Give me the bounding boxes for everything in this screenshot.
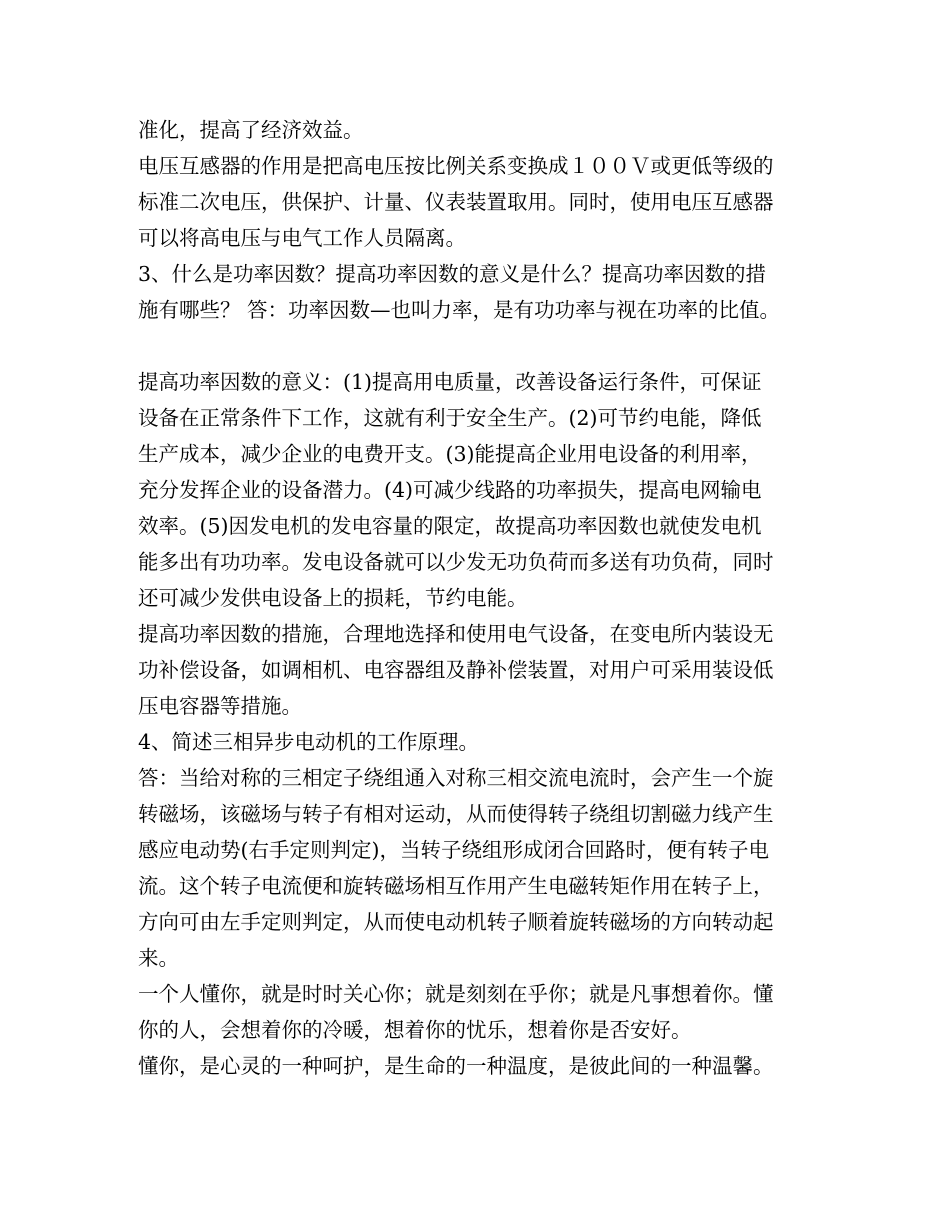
text-line: 充分发挥企业的设备潜力。(4)可减少线路的功率损失，提高电网输电 xyxy=(138,478,762,502)
text-line: 流。这个转子电流便和旋转磁场相互作用产生电磁转矩作用在转子上， xyxy=(138,874,774,898)
text-line: 提高功率因数的措施，合理地选择和使用电气设备，在变电所内装设无 xyxy=(138,622,774,646)
text-line: 提高功率因数的意义：(1)提高用电质量，改善设备运行条件，可保证 xyxy=(138,370,762,394)
text-line: 转磁场，该磁场与转子有相对运动，从而使得转子绕组切割磁力线产生 xyxy=(138,802,774,826)
text-line: 来。 xyxy=(138,946,179,970)
text-line: 4、简述三相异步电动机的工作原理。 xyxy=(138,730,480,754)
text-line: 你的人，会想着你的冷暖，想着你的忧乐，想着你是否安好。 xyxy=(138,1018,692,1042)
text-line: 3、什么是功率因数？提高功率因数的意义是什么？提高功率因数的措 xyxy=(138,262,767,286)
text-line: 功补偿设备，如调相机、电容器组及静补偿装置，对用户可采用装设低 xyxy=(138,658,774,682)
text-line: 效率。(5)因发电机的发电容量的限定，故提高功率因数也就使发电机 xyxy=(138,514,762,538)
text-line: 能多出有功功率。发电设备就可以少发无功负荷而多送有功负荷，同时 xyxy=(138,550,774,574)
text-line: 准化，提高了经济效益。 xyxy=(138,118,364,142)
text-line: 还可减少发供电设备上的损耗，节约电能。 xyxy=(138,586,528,610)
text-line: 感应电动势(右手定则判定)，当转子绕组形成闭合回路时，便有转子电 xyxy=(138,838,769,862)
text-line: 施有哪些？ 答：功率因数—也叫力率，是有功功率与视在功率的比值。 xyxy=(138,298,781,322)
text-line: 电压互感器的作用是把高电压按比例关系变换成１００Ｖ或更低等级的 xyxy=(138,154,774,178)
text-line: 答：当给对称的三相定子绕组通入对称三相交流电流时，会产生一个旋 xyxy=(138,766,774,790)
text-line: 一个人懂你，就是时时关心你；就是刻刻在乎你；就是凡事想着你。懂 xyxy=(138,982,774,1006)
text-line: 设备在正常条件下工作，这就有利于安全生产。(2)可节约电能，降低 xyxy=(138,406,762,430)
text-line: 懂你，是心灵的一种呵护，是生命的一种温度，是彼此间的一种温馨。 xyxy=(138,1054,774,1078)
text-line: 方向可由左手定则判定，从而使电动机转子顺着旋转磁场的方向转动起 xyxy=(138,910,774,934)
text-line: 标准二次电压，供保护、计量、仪表装置取用。同时，使用电压互感器 xyxy=(138,190,774,214)
text-line: 可以将高电压与电气工作人员隔离。 xyxy=(138,226,466,250)
text-line: 生产成本，减少企业的电费开支。(3)能提高企业用电设备的利用率， xyxy=(138,442,762,466)
text-line: 压电容器等措施。 xyxy=(138,694,302,718)
